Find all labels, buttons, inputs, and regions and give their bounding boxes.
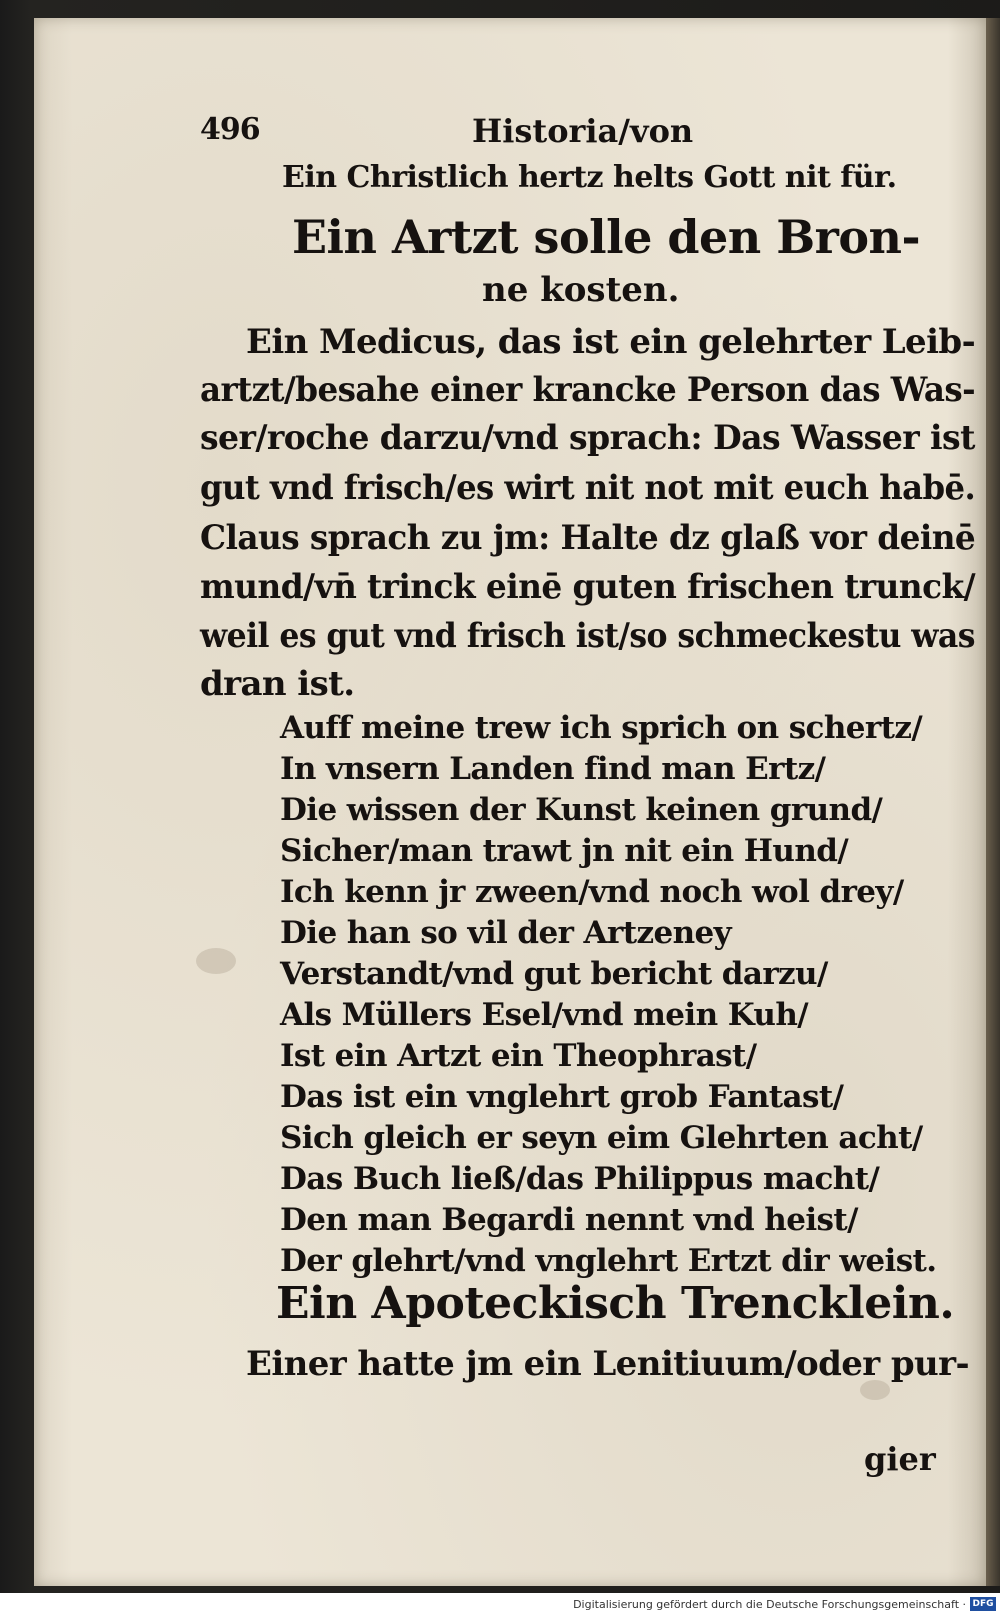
running-head: Historia/von [472,112,694,150]
paragraph-line: dran ist. [200,664,355,704]
verse-line: Ich kenn jr zween/vnd noch wol drey/ [280,874,904,910]
page-number: 496 [200,112,260,147]
digitization-credit: Digitalisierung gefördert durch die Deutsche Forschungsgemeinschaft · [573,1598,966,1611]
verse-line: Der glehrt/vnd vnglehrt Ertzt dir weist. [280,1243,937,1279]
verse-line: Auff meine trew ich sprich on schertz/ [280,710,923,746]
dfg-logo: DFG [970,1597,996,1611]
paragraph-line: Claus sprach zu jm: Halte dz glaß vor deinē [200,518,976,558]
verse-line: Die han so vil der Artzeney [280,915,732,951]
paragraph-line: ser/roche darzu/vnd sprach: Das Wasser ist [200,418,975,458]
page-edge [986,18,1000,1586]
verse-line: Als Müllers Esel/vnd mein Kuh/ [280,997,808,1033]
paragraph-line: artzt/besahe einer krancke Person das Was- [200,370,976,410]
paragraph-line: Ein Medicus, das ist ein gelehrter Leib- [246,322,976,362]
section-heading: Ein Artzt solle den Bron- [292,210,921,264]
paragraph-line: mund/vn̄ trinck einē guten frischen trunck/ [200,567,976,607]
section-heading: Ein Apoteckisch Trencklein. [276,1278,955,1329]
verse-line: Die wissen der Kunst keinen grund/ [280,792,883,828]
paragraph-line: gut vnd frisch/es wirt nit not mit euch habē. [200,468,976,508]
subtitle-line: Ein Christlich hertz helts Gott nit für. [282,160,897,195]
catchword: gier [864,1440,936,1478]
verse-line: Sicher/man trawt jn nit ein Hund/ [280,833,849,869]
verse-line: Das ist ein vnglehrt grob Fantast/ [280,1079,844,1115]
verse-line: Den man Begardi nennt vnd heist/ [280,1202,858,1238]
verse-line: Verstandt/vnd gut bericht darzu/ [280,956,828,992]
section-heading-continued: ne kosten. [482,270,680,310]
verse-line: Ist ein Artzt ein Theophrast/ [280,1038,757,1074]
paragraph-line: weil es gut vnd frisch ist/so schmeckestu was [200,616,975,656]
verse-line: In vnsern Landen find man Ertz/ [280,751,826,787]
paper-stain [196,948,236,974]
verse-line: Das Buch ließ/das Philippus macht/ [280,1161,880,1197]
verse-line: Sich gleich er seyn eim Glehrten acht/ [280,1120,923,1156]
paragraph-line: Einer hatte jm ein Lenitiuum/oder pur- [246,1344,969,1384]
